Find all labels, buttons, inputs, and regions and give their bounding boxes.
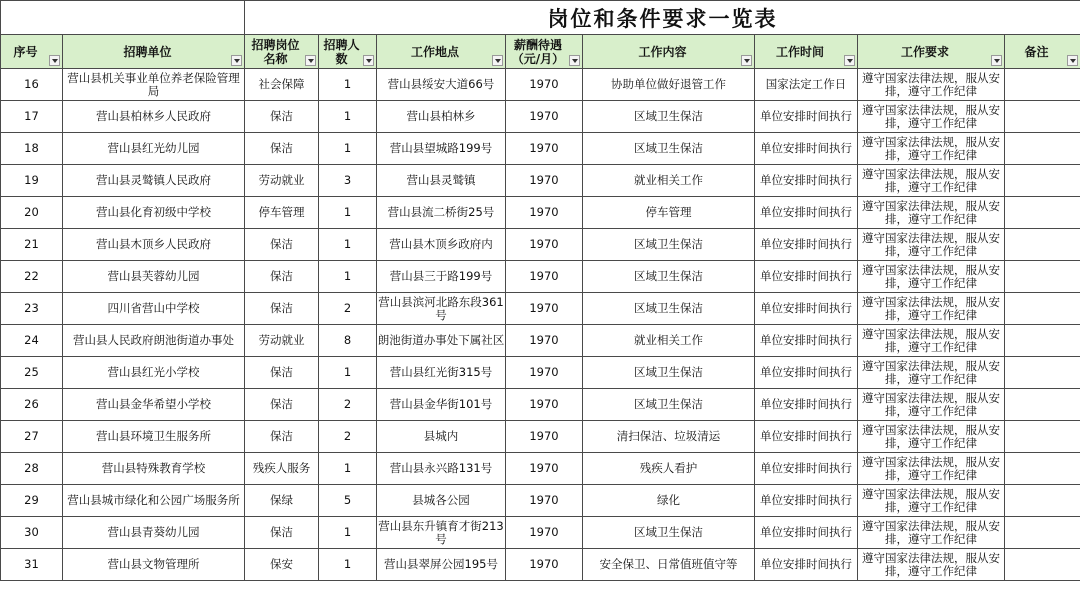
header-unit-label: 招聘单位 [123,44,172,59]
header-location[interactable] [377,35,506,69]
cell-time[interactable]: 单位安排时间执行 [755,101,858,133]
table-row [1,293,1080,325]
table-row [1,229,1080,261]
cell-content[interactable]: 清扫保洁、垃圾清运 [583,421,755,453]
cell-seq[interactable]: 27 [1,421,63,453]
cell-requirement[interactable]: 遵守国家法律法规，服从安排，遵守工作纪律 [858,229,1005,261]
cell-requirement[interactable]: 遵守国家法律法规，服从安排，遵守工作纪律 [858,357,1005,389]
cell-seq[interactable]: 25 [1,357,63,389]
header-content-label: 工作内容 [638,44,687,59]
cell-time[interactable]: 单位安排时间执行 [755,197,858,229]
header-requirement[interactable] [858,35,1005,69]
header-note[interactable] [1005,35,1080,69]
table-row [1,69,1080,101]
header-count-label: 招聘人数 [323,37,360,66]
cell-position[interactable]: 保安 [245,549,319,581]
cell-location[interactable]: 营山县绥安大道66号 [377,69,506,101]
cell-unit[interactable]: 营山县红光幼儿园 [63,133,245,165]
cell-salary[interactable]: 1970 [506,229,583,261]
cell-salary[interactable]: 1970 [506,453,583,485]
header-position[interactable] [245,35,319,69]
filter-dropdown-icon[interactable] [569,55,580,66]
cell-requirement[interactable]: 遵守国家法律法规，服从安排，遵守工作纪律 [858,293,1005,325]
cell-unit[interactable]: 四川省营山中学校 [63,293,245,325]
cell-position[interactable]: 保洁 [245,133,319,165]
cell-count[interactable]: 1 [319,101,377,133]
cell-unit[interactable]: 营山县机关事业单位养老保险管理局 [63,69,245,101]
cell-content[interactable]: 区域卫生保洁 [583,261,755,293]
cell-content[interactable]: 区域卫生保洁 [583,293,755,325]
cell-count[interactable]: 8 [319,325,377,357]
header-row [1,35,1080,69]
table-row [1,261,1080,293]
cell-count[interactable]: 2 [319,293,377,325]
cell-note[interactable] [1005,549,1080,581]
cell-location[interactable]: 营山县三于路199号 [377,261,506,293]
cell-count[interactable]: 2 [319,421,377,453]
header-position-label: 招聘岗位名称 [251,37,300,66]
cell-location[interactable]: 朗池街道办事处下属社区 [377,325,506,357]
cell-salary[interactable]: 1970 [506,293,583,325]
cell-count[interactable]: 1 [319,453,377,485]
cell-unit[interactable]: 营山县芙蓉幼儿园 [63,261,245,293]
cell-unit[interactable]: 营山县文物管理所 [63,549,245,581]
filter-dropdown-icon[interactable] [1067,55,1078,66]
cell-position[interactable]: 劳动就业 [245,165,319,197]
header-salary-label: 薪酬待遇（元/月） [511,37,565,66]
table-row [1,197,1080,229]
table-row [1,133,1080,165]
cell-requirement[interactable]: 遵守国家法律法规，服从安排，遵守工作纪律 [858,549,1005,581]
cell-content[interactable]: 绿化 [583,485,755,517]
cell-unit[interactable]: 营山县城市绿化和公园广场服务所 [63,485,245,517]
cell-unit[interactable]: 营山县特殊教育学校 [63,453,245,485]
cell-count[interactable]: 3 [319,165,377,197]
table-row [1,357,1080,389]
cell-seq[interactable]: 23 [1,293,63,325]
cell-seq[interactable]: 24 [1,325,63,357]
cell-seq[interactable]: 19 [1,165,63,197]
cell-count[interactable]: 1 [319,229,377,261]
cell-time[interactable]: 单位安排时间执行 [755,421,858,453]
cell-location[interactable]: 营山县金华街101号 [377,389,506,421]
cell-unit[interactable]: 营山县金华希望小学校 [63,389,245,421]
cell-time[interactable]: 单位安排时间执行 [755,453,858,485]
cell-position[interactable]: 保洁 [245,517,319,549]
cell-note[interactable] [1005,357,1080,389]
filter-dropdown-icon[interactable] [991,55,1002,66]
cell-requirement[interactable]: 遵守国家法律法规，服从安排，遵守工作纪律 [858,453,1005,485]
cell-content[interactable]: 就业相关工作 [583,165,755,197]
cell-salary[interactable]: 1970 [506,389,583,421]
cell-seq[interactable]: 16 [1,69,63,101]
filter-dropdown-icon[interactable] [231,55,242,66]
cell-position[interactable]: 劳动就业 [245,325,319,357]
cell-seq[interactable]: 26 [1,389,63,421]
cell-salary[interactable]: 1970 [506,133,583,165]
table-row [1,101,1080,133]
cell-seq[interactable]: 18 [1,133,63,165]
cell-unit[interactable]: 营山县青葵幼儿园 [63,517,245,549]
cell-location[interactable]: 营山县红光街315号 [377,357,506,389]
cell-content[interactable]: 残疾人看护 [583,453,755,485]
table-row [1,517,1080,549]
cell-time[interactable]: 单位安排时间执行 [755,229,858,261]
header-time-label: 工作时间 [775,44,824,59]
cell-salary[interactable]: 1970 [506,197,583,229]
cell-salary[interactable]: 1970 [506,69,583,101]
filter-dropdown-icon[interactable] [363,55,374,66]
cell-note[interactable] [1005,325,1080,357]
cell-count[interactable]: 1 [319,357,377,389]
cell-count[interactable]: 1 [319,549,377,581]
cell-salary[interactable]: 1970 [506,261,583,293]
cell-unit[interactable]: 营山县柏林乡人民政府 [63,101,245,133]
cell-position[interactable]: 停车管理 [245,197,319,229]
cell-content[interactable]: 停车管理 [583,197,755,229]
cell-location[interactable]: 营山县木顶乡政府内 [377,229,506,261]
header-location-label: 工作地点 [410,44,459,59]
cell-note[interactable] [1005,389,1080,421]
cell-time[interactable]: 单位安排时间执行 [755,357,858,389]
cell-location[interactable]: 县城各公园 [377,485,506,517]
table-row [1,485,1080,517]
cell-note[interactable] [1005,69,1080,101]
cell-requirement[interactable]: 遵守国家法律法规，服从安排，遵守工作纪律 [858,389,1005,421]
cell-content[interactable]: 区域卫生保洁 [583,517,755,549]
cell-time[interactable]: 单位安排时间执行 [755,261,858,293]
cell-count[interactable]: 1 [319,133,377,165]
header-seq-label: 序号 [13,44,38,59]
cell-requirement[interactable]: 遵守国家法律法规，服从安排，遵守工作纪律 [858,165,1005,197]
cell-note[interactable] [1005,517,1080,549]
cell-content[interactable]: 协助单位做好退管工作 [583,69,755,101]
cell-requirement[interactable]: 遵守国家法律法规，服从安排，遵守工作纪律 [858,261,1005,293]
table-row [1,421,1080,453]
header-salary[interactable] [506,35,583,69]
cell-time[interactable]: 单位安排时间执行 [755,325,858,357]
cell-seq[interactable]: 17 [1,101,63,133]
cell-seq[interactable]: 30 [1,517,63,549]
cell-unit[interactable]: 营山县化育初级中学校 [63,197,245,229]
cell-requirement[interactable]: 遵守国家法律法规，服从安排，遵守工作纪律 [858,69,1005,101]
table-row [1,389,1080,421]
cell-time[interactable]: 单位安排时间执行 [755,549,858,581]
cell-location[interactable]: 营山县灵鹫镇 [377,165,506,197]
cell-salary[interactable]: 1970 [506,421,583,453]
cell-unit[interactable]: 营山县灵鹫镇人民政府 [63,165,245,197]
table-body [1,69,1080,581]
cell-requirement[interactable]: 遵守国家法律法规，服从安排，遵守工作纪律 [858,133,1005,165]
cell-seq[interactable]: 29 [1,485,63,517]
cell-salary[interactable]: 1970 [506,485,583,517]
cell-salary[interactable]: 1970 [506,101,583,133]
cell-seq[interactable]: 20 [1,197,63,229]
header-unit[interactable] [63,35,245,69]
cell-note[interactable] [1005,197,1080,229]
cell-position[interactable]: 保洁 [245,421,319,453]
cell-position[interactable]: 保洁 [245,101,319,133]
cell-time[interactable]: 单位安排时间执行 [755,165,858,197]
cell-content[interactable]: 就业相关工作 [583,325,755,357]
cell-location[interactable]: 营山县滨河北路东段361号 [377,293,506,325]
cell-location[interactable]: 营山县东升镇育才街213号 [377,517,506,549]
cell-note[interactable] [1005,453,1080,485]
cell-note[interactable] [1005,293,1080,325]
cell-content[interactable]: 区域卫生保洁 [583,133,755,165]
cell-position[interactable]: 保洁 [245,357,319,389]
cell-time[interactable]: 单位安排时间执行 [755,293,858,325]
cell-location[interactable]: 营山县柏林乡 [377,101,506,133]
page-title[interactable]: 岗位和条件要求一览表 [245,1,1080,35]
cell-position[interactable]: 保洁 [245,261,319,293]
cell-count[interactable]: 1 [319,517,377,549]
cell-salary[interactable]: 1970 [506,517,583,549]
cell-location[interactable]: 县城内 [377,421,506,453]
cell-unit[interactable]: 营山县环境卫生服务所 [63,421,245,453]
table-row [1,165,1080,197]
cell-note[interactable] [1005,485,1080,517]
header-seq[interactable] [1,35,63,69]
cell-position[interactable]: 保洁 [245,389,319,421]
cell-requirement[interactable]: 遵守国家法律法规，服从安排，遵守工作纪律 [858,101,1005,133]
cell-content[interactable]: 区域卫生保洁 [583,389,755,421]
cell-requirement[interactable]: 遵守国家法律法规，服从安排，遵守工作纪律 [858,325,1005,357]
cell-position[interactable]: 保绿 [245,485,319,517]
cell-salary[interactable]: 1970 [506,549,583,581]
cell-count[interactable]: 5 [319,485,377,517]
cell-count[interactable]: 1 [319,197,377,229]
table-row [1,453,1080,485]
cell-seq[interactable]: 22 [1,261,63,293]
cell-seq[interactable]: 21 [1,229,63,261]
cell-location[interactable]: 营山县翠屏公园195号 [377,549,506,581]
header-requirement-label: 工作要求 [900,44,949,59]
cell-time[interactable]: 国家法定工作日 [755,69,858,101]
filter-dropdown-icon[interactable] [844,55,855,66]
title-blank-cell[interactable] [1,1,245,35]
cell-seq[interactable]: 28 [1,453,63,485]
cell-unit[interactable]: 营山县木顶乡人民政府 [63,229,245,261]
cell-count[interactable]: 1 [319,261,377,293]
cell-note[interactable] [1005,229,1080,261]
cell-position[interactable]: 社会保障 [245,69,319,101]
cell-unit[interactable]: 营山县红光小学校 [63,357,245,389]
cell-note[interactable] [1005,421,1080,453]
cell-count[interactable]: 2 [319,389,377,421]
cell-salary[interactable]: 1970 [506,325,583,357]
cell-salary[interactable]: 1970 [506,357,583,389]
cell-content[interactable]: 区域卫生保洁 [583,357,755,389]
filter-dropdown-icon[interactable] [305,55,316,66]
cell-unit[interactable]: 营山县人民政府朗池街道办事处 [63,325,245,357]
cell-salary[interactable]: 1970 [506,165,583,197]
cell-position[interactable]: 残疾人服务 [245,453,319,485]
filter-dropdown-icon[interactable] [49,55,60,66]
cell-requirement[interactable]: 遵守国家法律法规，服从安排，遵守工作纪律 [858,485,1005,517]
cell-requirement[interactable]: 遵守国家法律法规，服从安排，遵守工作纪律 [858,197,1005,229]
cell-time[interactable]: 单位安排时间执行 [755,389,858,421]
filter-dropdown-icon[interactable] [492,55,503,66]
cell-location[interactable]: 营山县流二桥街25号 [377,197,506,229]
cell-seq[interactable]: 31 [1,549,63,581]
cell-position[interactable]: 保洁 [245,293,319,325]
cell-note[interactable] [1005,261,1080,293]
cell-note[interactable] [1005,165,1080,197]
cell-position[interactable]: 保洁 [245,229,319,261]
cell-time[interactable]: 单位安排时间执行 [755,133,858,165]
table-row [1,325,1080,357]
cell-time[interactable]: 单位安排时间执行 [755,517,858,549]
filter-dropdown-icon[interactable] [741,55,752,66]
cell-requirement[interactable]: 遵守国家法律法规，服从安排，遵守工作纪律 [858,517,1005,549]
cell-time[interactable]: 单位安排时间执行 [755,485,858,517]
cell-content[interactable]: 区域卫生保洁 [583,101,755,133]
header-note-label: 备注 [1024,44,1049,59]
cell-note[interactable] [1005,133,1080,165]
header-content[interactable] [583,35,755,69]
cell-location[interactable]: 营山县永兴路131号 [377,453,506,485]
table-row [1,549,1080,581]
cell-note[interactable] [1005,101,1080,133]
cell-content[interactable]: 区域卫生保洁 [583,229,755,261]
cell-content[interactable]: 安全保卫、日常值班值守等 [583,549,755,581]
cell-count[interactable]: 1 [319,69,377,101]
cell-location[interactable]: 营山县望城路199号 [377,133,506,165]
header-time[interactable] [755,35,858,69]
header-count[interactable] [319,35,377,69]
cell-requirement[interactable]: 遵守国家法律法规，服从安排，遵守工作纪律 [858,421,1005,453]
